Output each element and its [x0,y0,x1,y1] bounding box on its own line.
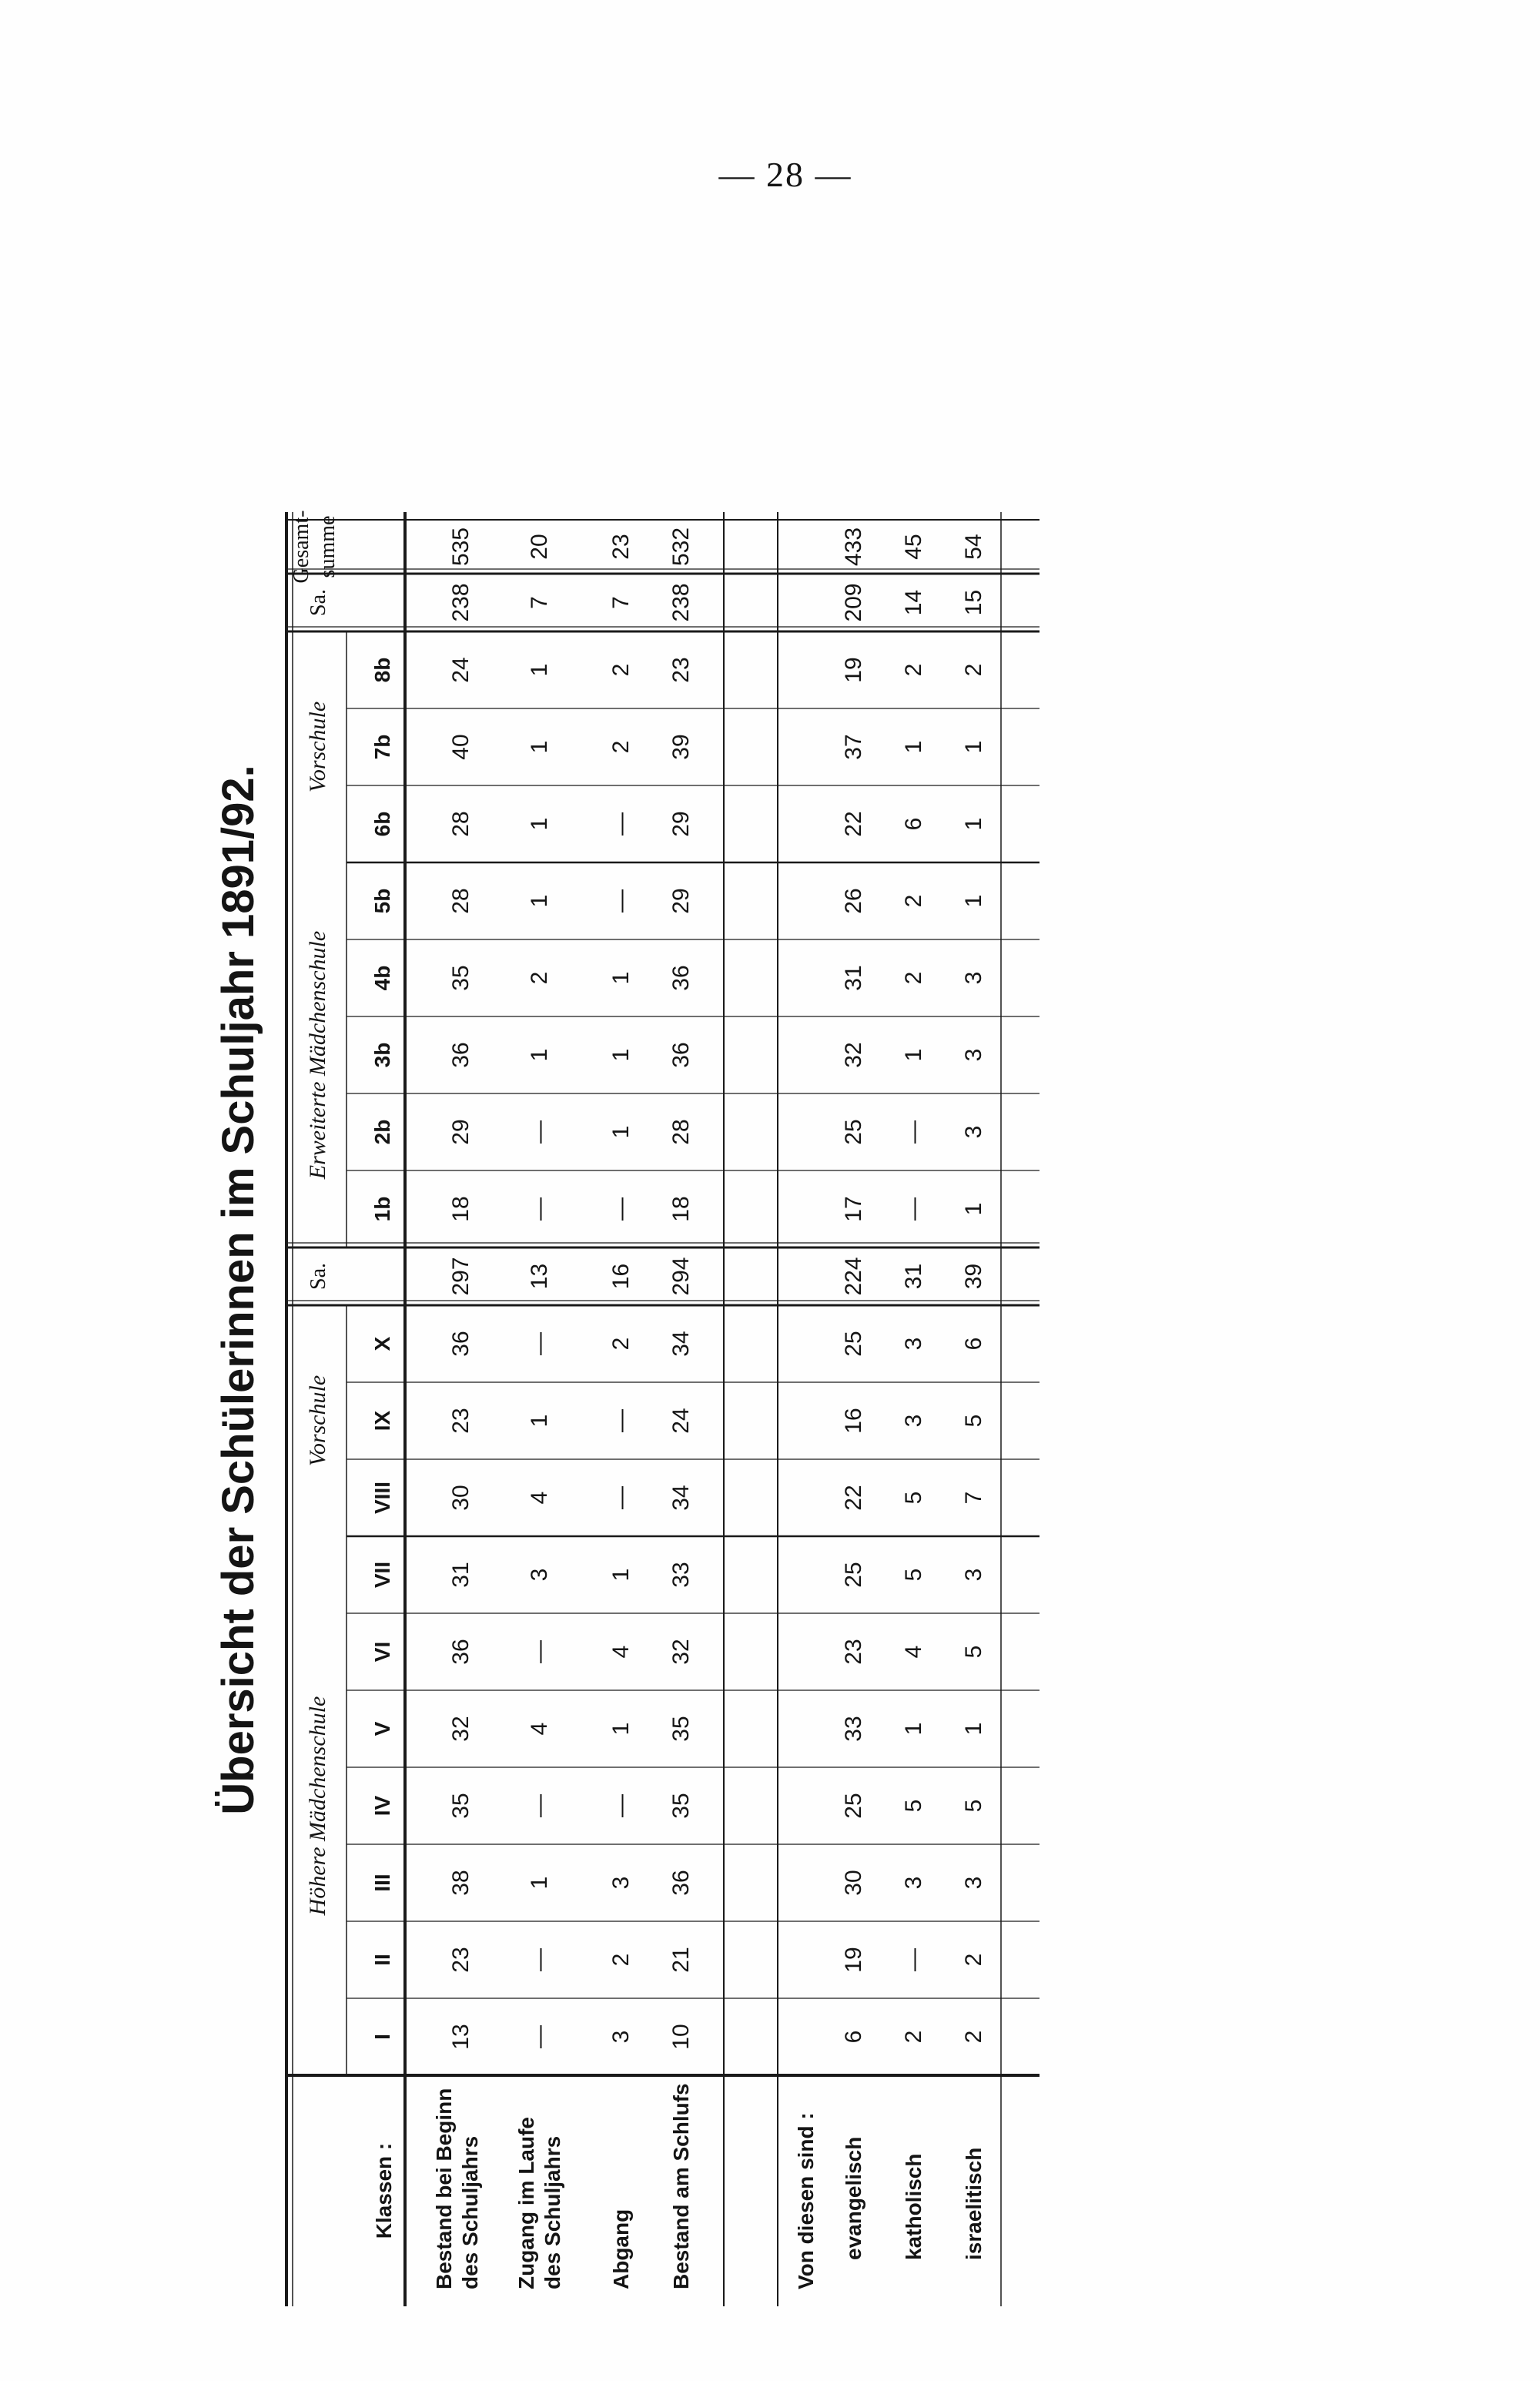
cell-r2-c4: 1 [608,1722,634,1736]
sub-cell-r2-c10: 39 [961,1263,986,1290]
cell-r3-c7: 34 [668,1485,694,1511]
sub-cell-r0-c8: 16 [841,1408,866,1434]
cell-r1-c11: — [527,1197,552,1221]
row-label-israelitisch: israelitisch [962,2147,986,2260]
row-label-bestand-beginn-line2: des Schuljahrs [458,2135,482,2289]
cell-r0-c8: 23 [448,1408,474,1434]
total-header-line2: summe [316,515,340,578]
cell-r0-c7: 30 [448,1485,474,1511]
sub-cell-r0-c4: 33 [841,1716,866,1742]
cell-r1-c2: 1 [527,1876,552,1890]
cell-r0-c10: 297 [448,1257,474,1296]
row-label-abgang: Abgang [609,2209,633,2289]
sub-cell-r0-c13: 32 [841,1042,866,1068]
cell-r3-c4: 35 [668,1716,694,1742]
cell-r0-c11: 18 [448,1196,474,1222]
column-header-4b: 4b [370,965,394,991]
cell-r1-c6: 3 [527,1568,552,1582]
cell-r1-c7: 4 [527,1491,552,1505]
sub-cell-r1-c13: 1 [901,1048,926,1062]
cell-r1-c8: 1 [527,1414,552,1428]
cell-r3-c15: 29 [668,888,694,914]
sa-header-1: Sa. [306,1263,330,1290]
cell-r2-c16: — [608,812,634,836]
sub-cell-r0-c18: 19 [841,657,866,683]
sub-cell-r1-c5: 4 [901,1645,926,1659]
sub-cell-r1-c4: 1 [901,1722,926,1736]
cell-r1-c13: 1 [527,1048,552,1062]
cell-r2-c14: 1 [608,971,634,985]
column-header-ix: IX [370,1410,394,1432]
sub-cell-r1-c14: 2 [901,971,926,985]
sub-cell-r0-c16: 22 [841,811,866,837]
cell-r0-c0: 13 [448,2024,474,2050]
sub-cell-r1-c7: 5 [901,1491,926,1505]
row-label-bestand-schluss: Bestand am Schlufs [669,2083,693,2289]
cell-r3-c17: 39 [668,734,694,760]
sub-cell-r1-c9: 3 [901,1337,926,1351]
sub-cell-r2-c18: 2 [961,663,986,677]
cell-r3-c0: 10 [668,2024,694,2050]
sub-cell-r1-c2: 3 [901,1876,926,1890]
sub-cell-r0-c12: 25 [841,1119,866,1145]
column-header-2b: 2b [370,1119,394,1145]
sub-cell-r1-c11: — [901,1197,926,1221]
row-labels [432,2083,986,2289]
cell-r1-c17: 1 [527,740,552,754]
cell-r3-c2: 36 [668,1870,694,1896]
cell-r2-c18: 2 [608,663,634,677]
sub-cell-r1-c15: 2 [901,894,926,908]
cell-r1-c0: — [527,2025,552,2048]
group-header-erweiterte-maedchenschule: Erweiterte Mädchenschule [305,930,330,1180]
cell-r1-c20: 20 [527,534,552,560]
cell-r2-c13: 1 [608,1048,634,1062]
cell-r3-c18: 23 [668,657,694,683]
column-header-vii: VII [370,1561,394,1589]
cell-r2-c0: 3 [608,2030,634,2044]
cell-r3-c19: 238 [668,583,694,622]
sub-cell-r0-c14: 31 [841,965,866,991]
sub-cell-r2-c16: 1 [961,817,986,831]
sub-cell-r1-c20: 45 [901,534,926,560]
cell-r0-c20: 535 [448,527,474,567]
sub-cell-r0-c9: 25 [841,1331,866,1357]
cell-r2-c2: 3 [608,1876,634,1890]
sub-cell-r2-c9: 6 [961,1337,986,1351]
cell-r0-c19: 238 [448,583,474,622]
cell-r2-c3: — [608,1794,634,1817]
sub-cell-r0-c2: 30 [841,1870,866,1896]
cell-r2-c15: — [608,889,634,913]
sub-cell-r0-c0: 6 [841,2030,866,2044]
cell-r0-c4: 32 [448,1716,474,1742]
cell-r0-c9: 36 [448,1331,474,1357]
sub-cell-r1-c1: — [901,1948,926,1971]
table-title: Übersicht der Schülerinnen im Schuljahr 1891/92. [213,765,263,1815]
sub-cell-r2-c12: 3 [961,1125,986,1139]
group-header-vorschule-2: Vorschule [305,701,330,793]
cell-r0-c17: 40 [448,734,474,760]
cell-r2-c11: — [608,1197,634,1221]
sub-cell-r2-c15: 1 [961,894,986,908]
sub-cell-r1-c12: — [901,1120,926,1144]
sub-cell-r0-c17: 37 [841,734,866,760]
cell-r3-c3: 35 [668,1793,694,1819]
sub-cell-r2-c13: 3 [961,1048,986,1062]
cell-r3-c13: 36 [668,1042,694,1068]
cell-r0-c5: 36 [448,1639,474,1665]
sub-cell-r0-c5: 23 [841,1639,866,1665]
cell-r2-c5: 4 [608,1645,634,1659]
column-header-x: X [370,1336,394,1351]
sub-cell-r1-c18: 2 [901,663,926,677]
cell-r1-c10: 13 [527,1263,552,1290]
cell-r0-c12: 29 [448,1119,474,1145]
cell-r0-c6: 31 [448,1562,474,1588]
cell-r2-c9: 2 [608,1337,634,1351]
sub-cell-r2-c1: 2 [961,1953,986,1967]
sub-cell-r1-c0: 2 [901,2030,926,2044]
sub-cell-r1-c6: 5 [901,1568,926,1582]
cell-r0-c1: 23 [448,1947,474,1973]
sub-cell-r2-c3: 5 [961,1799,986,1813]
column-header-8b: 8b [370,657,394,683]
statistics-table [192,273,1348,2306]
sub-cell-r1-c10: 31 [901,1263,926,1290]
cell-r1-c4: 4 [527,1722,552,1736]
cell-r0-c3: 35 [448,1793,474,1819]
page-number: — 28 — [718,155,852,194]
cell-r2-c6: 1 [608,1568,634,1582]
cell-r3-c6: 33 [668,1562,694,1588]
table-rules [286,512,1040,2306]
sub-header-von-diesen: Von diesen sind : [794,2112,818,2289]
column-header-iv: IV [370,1795,394,1817]
group-header-hoehere-maedchenschule: Höhere Mädchenschule [305,1696,330,1916]
cell-r2-c8: — [608,1409,634,1432]
cell-r3-c12: 28 [668,1119,694,1145]
sub-cell-r0-c7: 22 [841,1485,866,1511]
sub-cell-r2-c19: 15 [961,589,986,616]
table-cells [448,527,986,2050]
column-header-ii: II [370,1954,394,1966]
cell-r2-c19: 7 [608,596,634,609]
cell-r0-c18: 24 [448,657,474,683]
column-headers [370,658,394,2040]
cell-r1-c18: 1 [527,663,552,677]
cell-r2-c7: — [608,1486,634,1509]
sub-cell-r0-c1: 19 [841,1947,866,1973]
column-header-1b: 1b [370,1196,394,1222]
column-header-7b: 7b [370,734,394,760]
sub-cell-r2-c7: 7 [961,1491,986,1505]
sub-cell-r1-c19: 14 [901,589,926,616]
sub-cell-r0-c20: 433 [841,527,866,567]
cell-r1-c19: 7 [527,596,552,609]
cell-r3-c16: 29 [668,811,694,837]
cell-r2-c17: 2 [608,740,634,754]
sub-cell-r1-c3: 5 [901,1799,926,1813]
sub-cell-r2-c14: 3 [961,971,986,985]
sub-cell-r2-c20: 54 [961,534,986,560]
sub-cell-r2-c11: 1 [961,1202,986,1216]
cell-r0-c14: 35 [448,965,474,991]
cell-r3-c10: 294 [668,1257,694,1296]
sub-cell-r0-c15: 26 [841,888,866,914]
sub-cell-r1-c8: 3 [901,1414,926,1428]
sub-cell-r0-c10: 224 [841,1257,866,1296]
cell-r3-c20: 532 [668,527,694,567]
cell-r1-c1: — [527,1948,552,1971]
cell-r2-c10: 16 [608,1263,634,1290]
row-label-katholisch: katholisch [902,2153,926,2260]
cell-r0-c16: 28 [448,811,474,837]
row-label-zugang: Zugang im Laufe [514,2117,538,2289]
sub-cell-r2-c4: 1 [961,1722,986,1736]
cell-r0-c2: 38 [448,1870,474,1896]
column-header-i: I [370,2034,394,2040]
row-label-bestand-beginn: Bestand bei Beginn [432,2088,456,2289]
sub-cell-r1-c16: 6 [901,817,926,831]
column-header-vi: VI [370,1641,394,1663]
cell-r0-c15: 28 [448,888,474,914]
sub-cell-r0-c19: 209 [841,583,866,622]
cell-r3-c1: 21 [668,1947,694,1973]
cell-r0-c13: 36 [448,1042,474,1068]
column-header-iii: III [370,1874,394,1892]
sub-cell-r2-c2: 3 [961,1876,986,1890]
row-label-zugang-line2: des Schuljahrs [541,2135,564,2289]
table-grid [192,273,1348,2306]
sub-cell-r2-c5: 5 [961,1645,986,1659]
cell-r3-c11: 18 [668,1196,694,1222]
cell-r2-c12: 1 [608,1125,634,1139]
column-header-v: V [370,1721,394,1736]
cell-r1-c3: — [527,1794,552,1817]
cell-r3-c9: 34 [668,1331,694,1357]
row-label-evangelisch: evangelisch [842,2136,865,2260]
column-header-5b: 5b [370,888,394,914]
cell-r2-c20: 23 [608,534,634,560]
cell-r2-c1: 2 [608,1953,634,1967]
sub-cell-r1-c17: 1 [901,740,926,754]
sub-cell-r2-c17: 1 [961,740,986,754]
sub-cell-r0-c11: 17 [841,1196,866,1222]
sa-header-2: Sa. [306,589,330,616]
column-header-6b: 6b [370,811,394,837]
cell-r1-c9: — [527,1332,552,1355]
sub-cell-r2-c8: 5 [961,1414,986,1428]
sub-cell-r0-c6: 25 [841,1562,866,1588]
group-header-vorschule-1: Vorschule [305,1375,330,1467]
total-header-line1: Gesamt- [290,510,313,584]
sub-cell-r2-c0: 2 [961,2030,986,2044]
cell-r1-c14: 2 [527,971,552,985]
cell-r1-c12: — [527,1120,552,1144]
sub-cell-r0-c3: 25 [841,1793,866,1819]
column-header-3b: 3b [370,1042,394,1068]
cell-r1-c5: — [527,1640,552,1663]
classes-label: Klassen : [372,2142,396,2239]
cell-r1-c15: 1 [527,894,552,908]
cell-r3-c5: 32 [668,1639,694,1665]
sub-cell-r2-c6: 3 [961,1568,986,1582]
cell-r1-c16: 1 [527,817,552,831]
column-header-viii: VIII [370,1481,394,1515]
cell-r3-c8: 24 [668,1408,694,1434]
cell-r3-c14: 36 [668,965,694,991]
